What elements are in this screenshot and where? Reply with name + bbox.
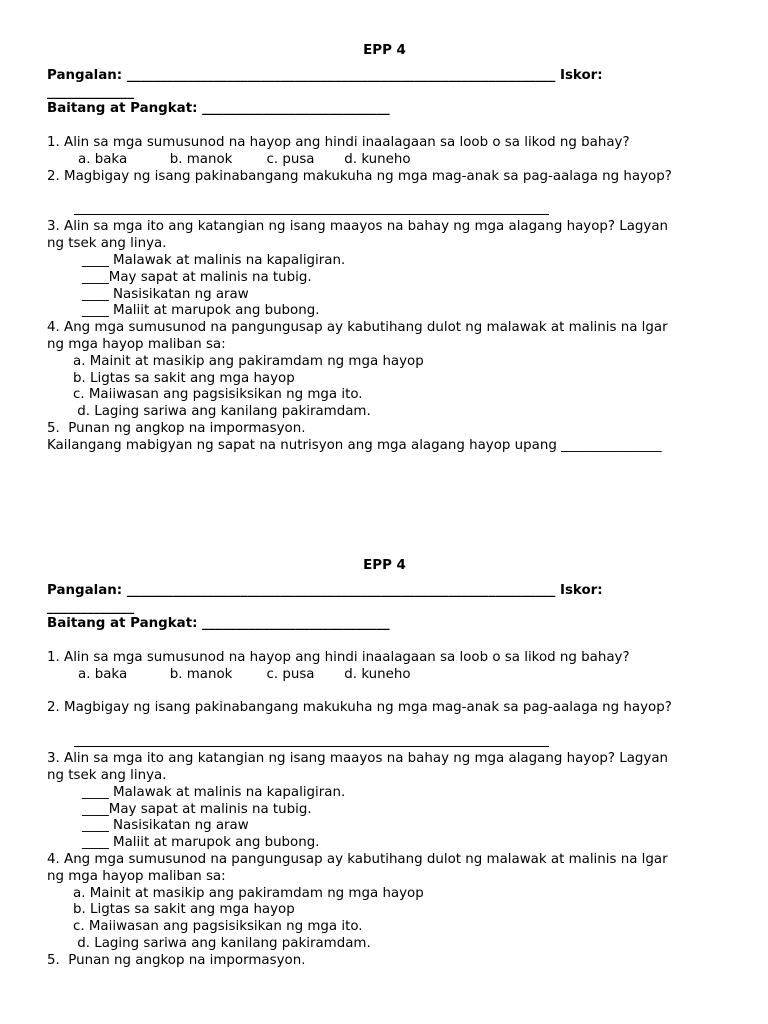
question-4-choice: d. Laging sariwa ang kanilang pakiramdam. bbox=[73, 404, 371, 420]
worksheet-copy-1 bbox=[47, 43, 727, 455]
checklist-item: ____ Maliit at marupok ang bubong. bbox=[82, 835, 320, 851]
worksheet-copy-2 bbox=[47, 558, 727, 970]
question-4-choice: c. Maiiwasan ang pagsisiksikan ng mga ito. bbox=[73, 387, 363, 403]
question-4-line-2: ng mga hayop maliban sa: bbox=[47, 868, 226, 884]
checklist-item: ____May sapat at malinis na tubig. bbox=[82, 269, 312, 285]
question-4-line-2: ng mga hayop maliban sa: bbox=[47, 336, 226, 352]
question-3-line-2: ng tsek ang linya. bbox=[47, 236, 167, 252]
checklist-item: ____ Nasisikatan ng araw bbox=[82, 286, 249, 302]
question-4-choice: a. Mainit at masikip ang pakiramdam ng mga hayop bbox=[73, 353, 424, 369]
question-1: 1. Alin sa mga sumusunod na hayop ang hindi inaalagaan sa loob o sa likod ng bahay? bbox=[47, 134, 630, 150]
checklist-item: ____ Maliit at marupok ang bubong. bbox=[82, 303, 320, 319]
checklist-item: ____May sapat at malinis na tubig. bbox=[82, 801, 312, 817]
question-4-choice: a. Mainit at masikip ang pakiramdam ng mga hayop bbox=[73, 885, 424, 901]
question-4-choice: d. Laging sariwa ang kanilang pakiramdam. bbox=[73, 935, 371, 951]
answer-blank-line bbox=[47, 717, 727, 751]
answer-blank-line bbox=[47, 185, 727, 219]
score-blank: _____________ bbox=[47, 599, 135, 615]
question-1-choices: a. baka b. manok c. pusa d. kuneho bbox=[78, 151, 411, 167]
name-field-line: Pangalan: ________________________________________________________________ Iskor: bbox=[47, 582, 603, 598]
question-4-line-1: 4. Ang mga sumusunod na pangungusap ay kabutihang dulot ng malawak at malinis na lgar bbox=[47, 320, 668, 336]
name-field-line: Pangalan: ________________________________________________________________ Iskor: bbox=[47, 67, 603, 83]
question-3-line-2: ng tsek ang linya. bbox=[47, 767, 167, 783]
question-3-line-1: 3. Alin sa mga ito ang katangian ng isang maayos na bahay ng mga alagang hayop? Lagyan bbox=[47, 219, 669, 235]
checklist-item: ____ Malawak at malinis na kapaligiran. bbox=[82, 784, 346, 800]
section-field-line: Baitang at Pangkat: ____________________________ bbox=[47, 101, 390, 117]
worksheet-title: EPP 4 bbox=[363, 558, 406, 573]
question-5-sentence: Kailangang mabigyan ng sapat na nutrisyon ang mga alagang hayop upang _______________ bbox=[47, 437, 662, 453]
question-1: 1. Alin sa mga sumusunod na hayop ang hindi inaalagaan sa loob o sa likod ng bahay? bbox=[47, 649, 630, 665]
checklist-item: ____ Malawak at malinis na kapaligiran. bbox=[82, 252, 346, 268]
worksheet-title: EPP 4 bbox=[363, 43, 406, 58]
question-5: 5. Punan ng angkop na impormasyon. bbox=[47, 420, 306, 436]
question-4-choice: b. Ligtas sa sakit ang mga hayop bbox=[73, 370, 295, 386]
question-5: 5. Punan ng angkop na impormasyon. bbox=[47, 952, 306, 968]
question-2: 2. Magbigay ng isang pakinabangang makukuha ng mga mag-anak sa pag-aalaga ng hayop? bbox=[47, 168, 672, 184]
question-2: 2. Magbigay ng isang pakinabangang makukuha ng mga mag-anak sa pag-aalaga ng hayop? bbox=[47, 700, 672, 716]
question-3-line-1: 3. Alin sa mga ito ang katangian ng isang maayos na bahay ng mga alagang hayop? Lagyan bbox=[47, 751, 669, 767]
checklist-item: ____ Nasisikatan ng araw bbox=[82, 818, 249, 834]
section-field-line: Baitang at Pangkat: ____________________________ bbox=[47, 616, 390, 632]
question-4-choice: b. Ligtas sa sakit ang mga hayop bbox=[73, 902, 295, 918]
question-4-choice: c. Maiiwasan ang pagsisiksikan ng mga ito. bbox=[73, 919, 363, 935]
score-blank: _____________ bbox=[47, 84, 135, 100]
question-4-line-1: 4. Ang mga sumusunod na pangungusap ay kabutihang dulot ng malawak at malinis na lgar bbox=[47, 851, 668, 867]
question-1-choices: a. baka b. manok c. pusa d. kuneho bbox=[78, 666, 411, 682]
